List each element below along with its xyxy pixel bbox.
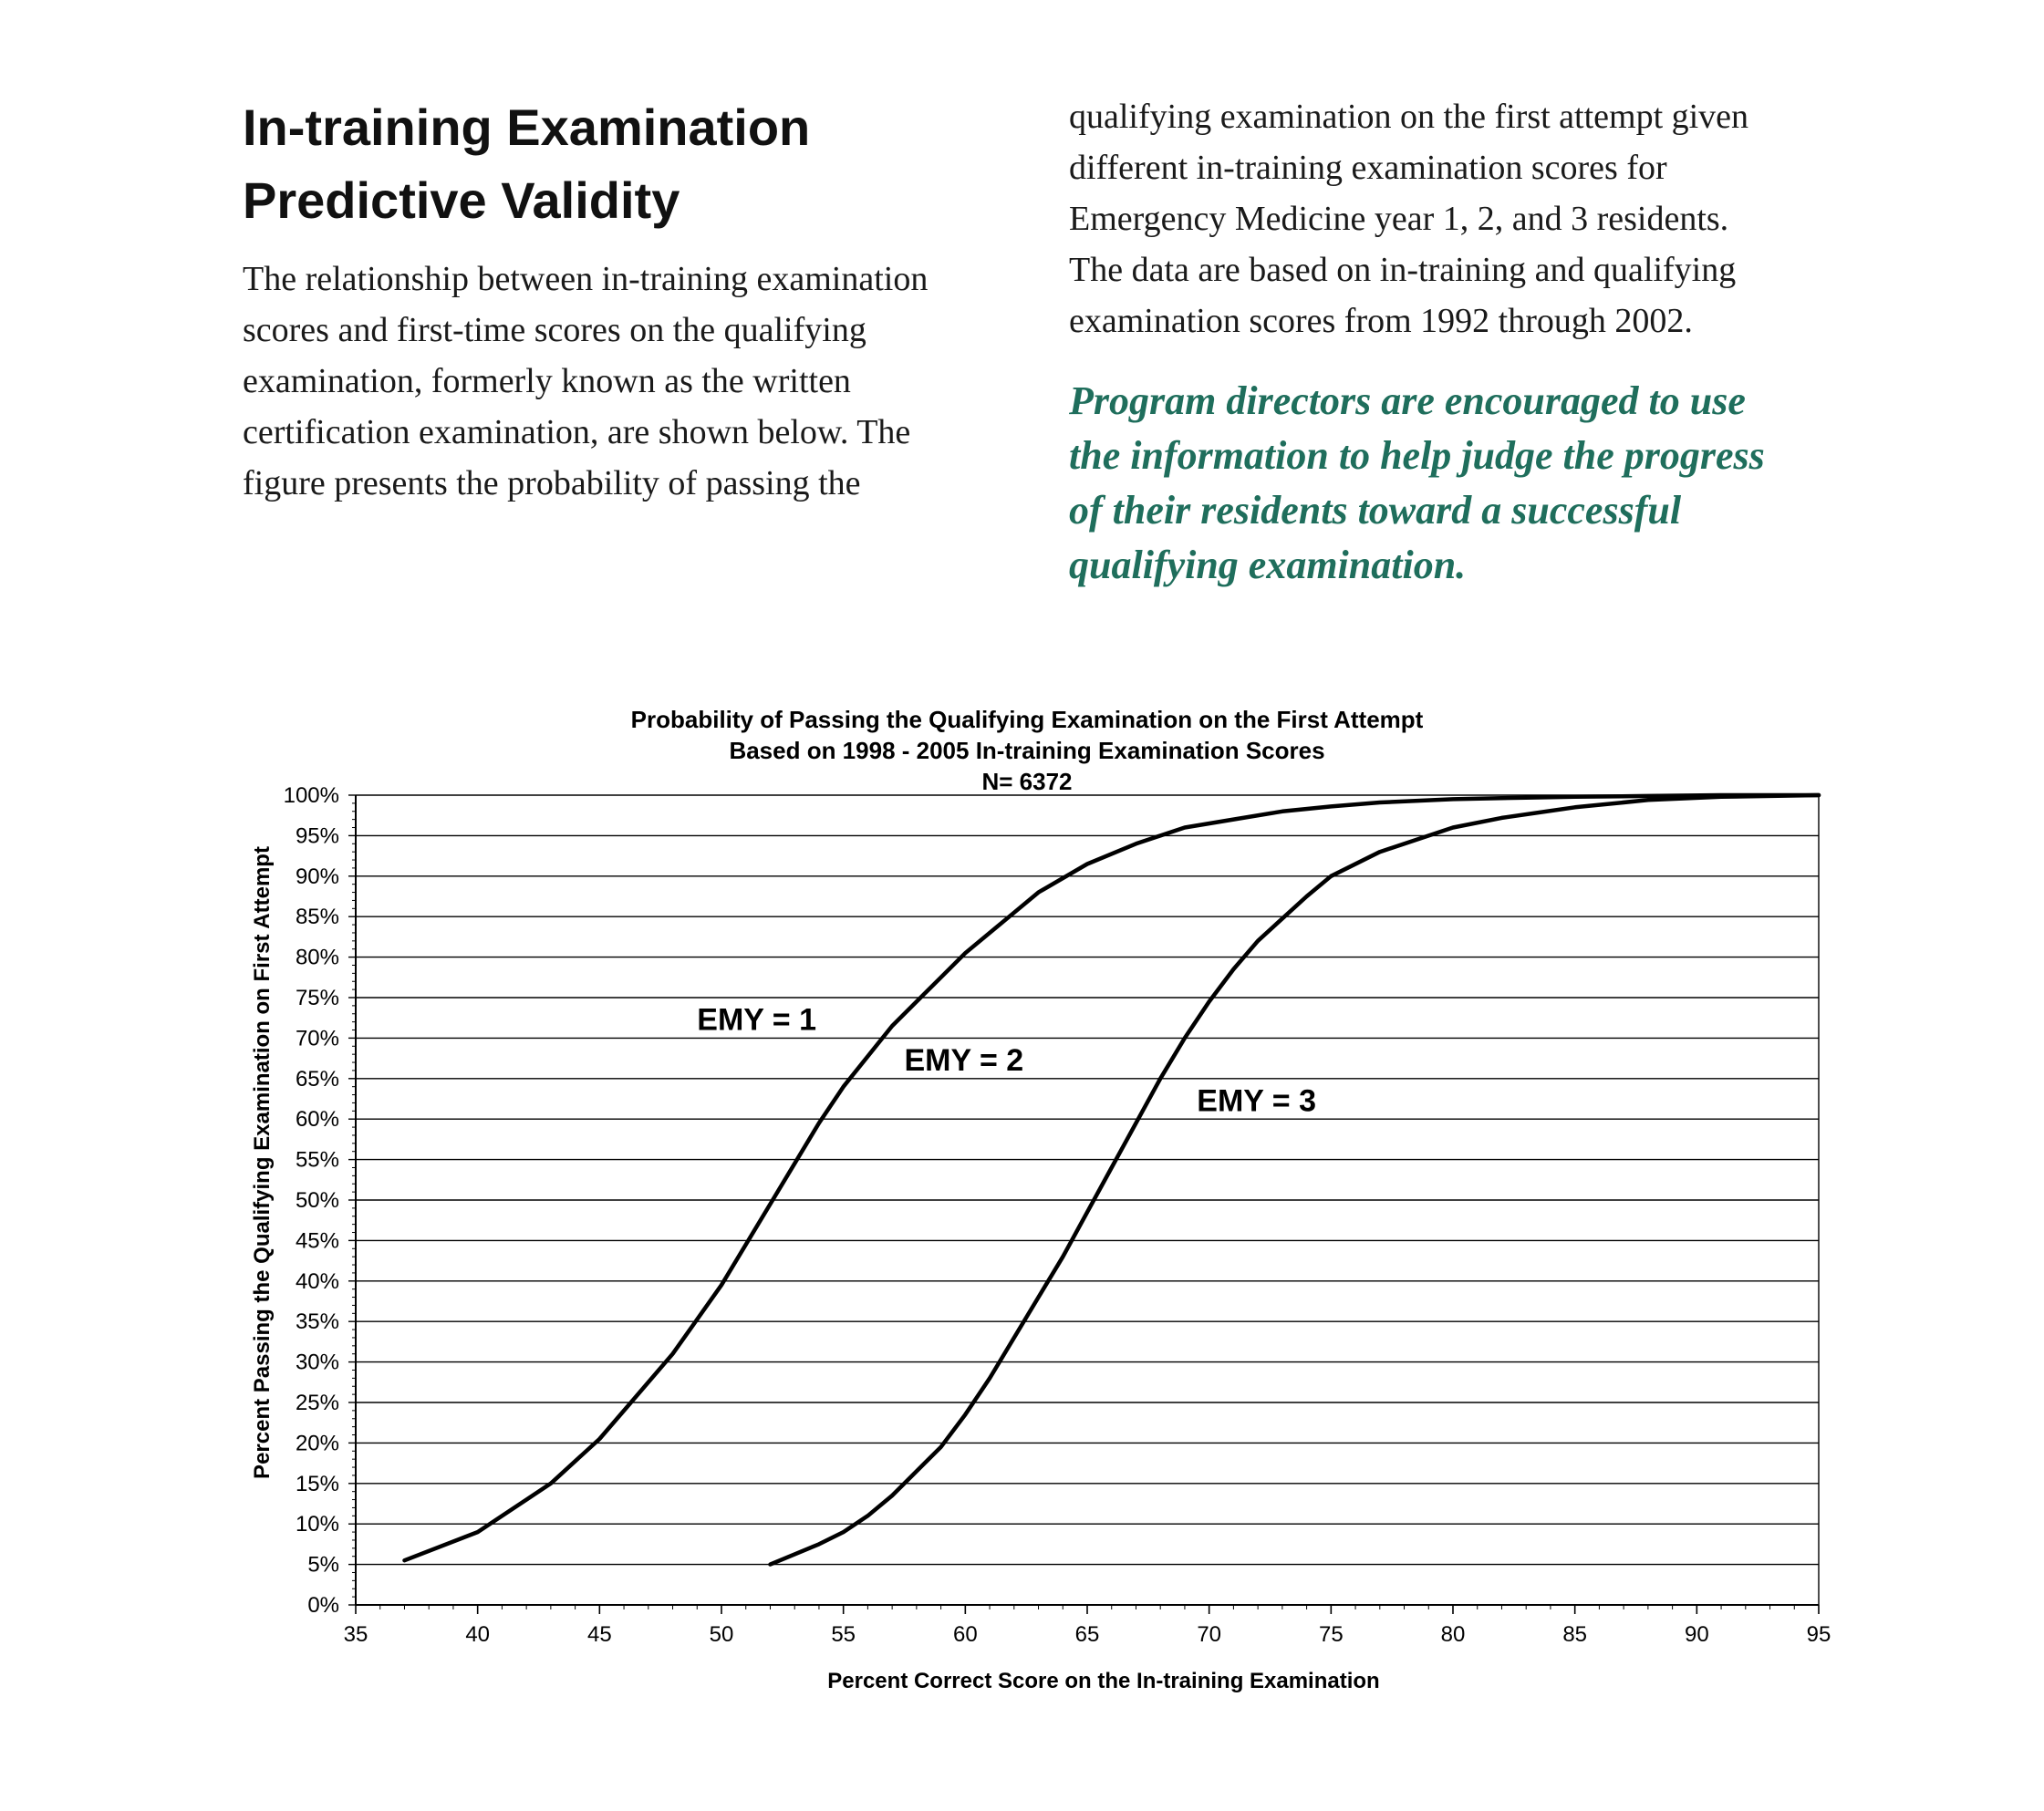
chart-subtitle-line: Based on 1998 - 2005 In-training Examination Scores xyxy=(729,737,1325,764)
y-axis-ticks xyxy=(284,783,356,1618)
y-tick-label: 25% xyxy=(295,1391,339,1415)
paragraph-line: qualifying examination on the first attempt given xyxy=(1069,98,1749,136)
paragraph-line: figure presents the probability of passing the xyxy=(243,464,861,502)
series-lines xyxy=(405,795,1820,1565)
series-emy-2-label: EMY = 2 xyxy=(904,1042,1024,1078)
series-emy-3-label: EMY = 3 xyxy=(1197,1083,1317,1119)
y-axis-label: Percent Passing the Qualifying Examination on First Attempt xyxy=(250,846,275,1479)
y-tick-label: 35% xyxy=(295,1309,339,1335)
y-tick-label: 20% xyxy=(295,1431,339,1456)
y-tick-label: 75% xyxy=(295,986,339,1010)
paragraph-line: Emergency Medicine year 1, 2, and 3 residents. xyxy=(1069,200,1729,238)
y-tick-label: 0% xyxy=(307,1593,339,1618)
paragraph-line: certification examination, are shown below. The xyxy=(243,413,911,451)
y-tick-label: 45% xyxy=(295,1228,339,1254)
y-tick-label: 60% xyxy=(295,1107,339,1133)
x-tick-label: 70 xyxy=(1197,1622,1222,1647)
x-tick-label: 85 xyxy=(1562,1622,1588,1647)
chart-title-line: Probability of Passing the Qualifying Examination on the First Attempt xyxy=(630,706,1424,733)
y-tick-label: 95% xyxy=(295,823,339,849)
callout-line: the information to help judge the progress xyxy=(1069,433,1765,478)
y-tick-label: 50% xyxy=(295,1188,339,1213)
y-tick-label: 15% xyxy=(295,1471,339,1496)
series-labels xyxy=(697,1003,1316,1119)
paragraph-line: different in-training examination scores for xyxy=(1069,149,1667,187)
paragraph-line: The relationship between in-training examination xyxy=(243,260,929,298)
y-tick-label: 85% xyxy=(295,905,339,930)
heading-line: In-training Examination xyxy=(243,98,811,156)
x-tick-label: 90 xyxy=(1684,1622,1709,1647)
x-tick-label: 55 xyxy=(831,1622,856,1647)
paragraph-line: The data are based on in-training and qualifying xyxy=(1069,251,1737,289)
x-tick-label: 80 xyxy=(1440,1622,1466,1647)
chart-sample-size: N= 6372 xyxy=(981,768,1073,795)
series-emy-1-label: EMY = 1 xyxy=(697,1002,817,1038)
y-tick-label: 55% xyxy=(295,1147,339,1173)
x-tick-label: 75 xyxy=(1318,1622,1344,1647)
series-emy-3-line xyxy=(771,795,1820,1565)
x-tick-label: 60 xyxy=(952,1622,978,1647)
y-tick-label: 30% xyxy=(295,1350,339,1375)
paragraph-line: examination, formerly known as the written xyxy=(243,362,851,400)
chart-gridlines xyxy=(356,795,1819,1605)
x-axis-ticks xyxy=(344,1605,1831,1647)
x-tick-label: 35 xyxy=(343,1622,368,1647)
y-tick-label: 90% xyxy=(295,864,339,889)
x-tick-label: 95 xyxy=(1806,1622,1831,1647)
paragraph-line: scores and first-time scores on the qualifying xyxy=(243,311,866,349)
x-tick-label: 45 xyxy=(586,1622,612,1647)
callout-line: Program directors are encouraged to use xyxy=(1069,378,1746,423)
callout-line: qualifying examination. xyxy=(1069,543,1467,587)
y-tick-label: 40% xyxy=(295,1268,339,1294)
x-tick-label: 40 xyxy=(465,1622,491,1647)
x-tick-label: 50 xyxy=(709,1622,734,1647)
y-tick-label: 10% xyxy=(295,1512,339,1537)
y-tick-label: 5% xyxy=(307,1552,339,1578)
y-tick-label: 100% xyxy=(283,783,339,808)
y-tick-label: 70% xyxy=(295,1026,339,1051)
paragraph-line: examination scores from 1992 through 2002. xyxy=(1069,302,1693,340)
heading-line: Predictive Validity xyxy=(243,171,680,229)
callout-line: of their residents toward a successful xyxy=(1069,488,1682,533)
x-axis-label: Percent Correct Score on the In-training Examination xyxy=(827,1669,1380,1693)
series-emy-1-line xyxy=(405,795,1820,1560)
y-tick-label: 80% xyxy=(295,945,339,970)
y-tick-label: 65% xyxy=(295,1066,339,1092)
x-tick-label: 65 xyxy=(1074,1622,1100,1647)
